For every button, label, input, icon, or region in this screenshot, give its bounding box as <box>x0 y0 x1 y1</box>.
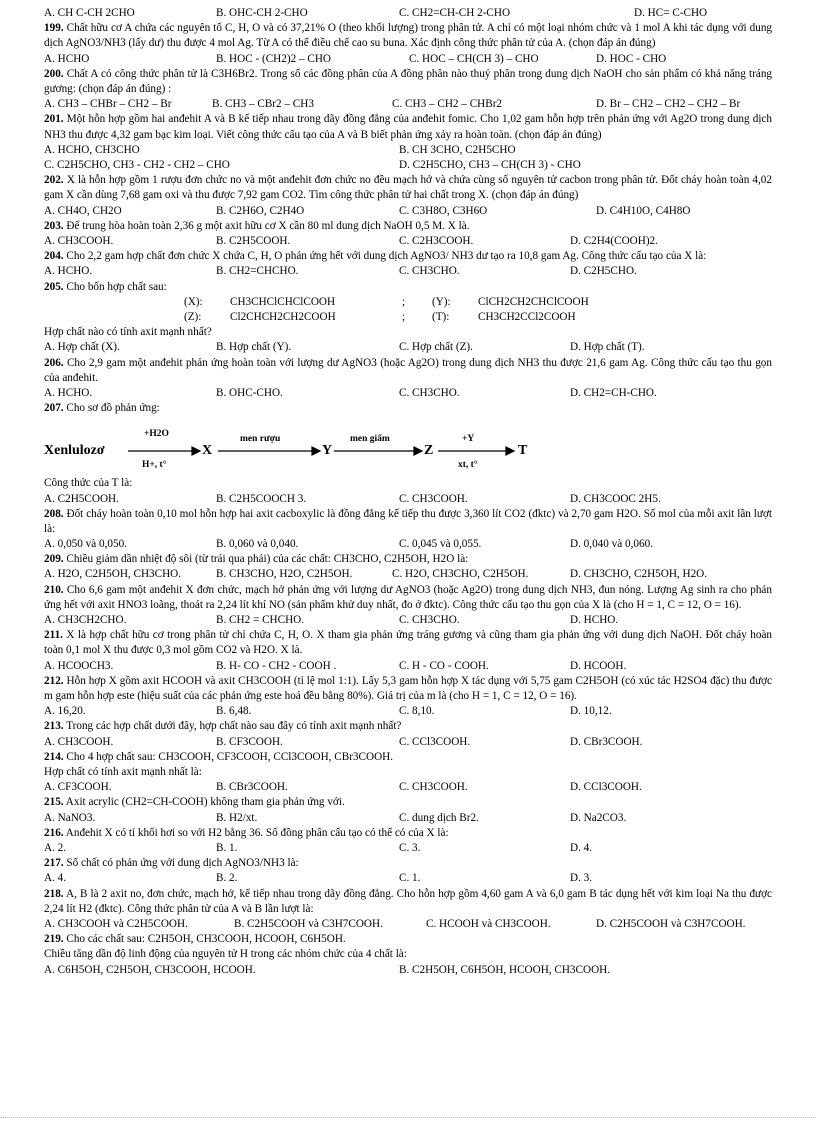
question-number: 209. <box>44 553 64 566</box>
arrow-1-head <box>192 447 200 455</box>
question-number: 213. <box>44 720 64 733</box>
option-a: A. CH3 – CHBr – CH2 – Br <box>44 98 172 111</box>
option-d: D. 3. <box>570 872 593 885</box>
question-prompt: Hợp chất nào có tính axit mạnh nhất? <box>44 326 212 339</box>
option-b: B. C2H5COOH. <box>216 234 291 247</box>
exam-page <box>44 6 772 978</box>
question-number: 206. <box>44 356 64 369</box>
compound-label: (T): <box>432 310 450 323</box>
option-c: C. 8,10. <box>399 705 435 718</box>
question-stem: Trong các hợp chất dưới đây, hợp chất nào sau đây có tính axit mạnh nhất? <box>66 720 402 733</box>
option-d: D. 0,040 và 0,060. <box>570 538 653 551</box>
option-c: C. CH3CHO. <box>399 386 460 399</box>
condition-above: men rượu <box>240 434 281 445</box>
compound-formula: CH3CH2CCl2COOH <box>478 310 576 323</box>
arrow-2-head <box>312 447 320 455</box>
question-208 <box>44 507 772 553</box>
scheme-node: X <box>202 443 213 459</box>
arrow-3-head <box>414 447 422 455</box>
separator: ; <box>402 310 406 323</box>
option-d: D. C4H10O, C4H8O <box>596 204 691 217</box>
option-d: D. Na2CO3. <box>570 811 627 824</box>
option-d: D. 4. <box>570 842 593 855</box>
option-c: C. dung dịch Br2. <box>399 811 479 824</box>
question-207 <box>44 401 772 507</box>
question-stem: Axit acrylic (CH2=CH-COOH) không tham gia phản ứng với. <box>65 796 345 809</box>
option-b: B. OHC-CH 2-CHO <box>216 7 308 19</box>
question-prompt: Chiều tăng dần độ linh động của nguyên tử H trong các nhóm chức của 4 chất là: <box>44 948 407 961</box>
option-d: D. C2H5CHO, CH3 – CH(CH 3) - CHO <box>399 158 581 171</box>
question-stem: Chất A có công thức phân tử là C3H6Br2. Trong số các đồng phân của A đồng phân nào thuỷ phân trong dung dịch NaOH cho sản phẩm có khả năng tráng gương: (chọn đáp án đúng) : <box>44 67 773 95</box>
question-209 <box>44 552 772 582</box>
option-a: A. CF3COOH. <box>44 781 112 794</box>
option-b: B. CBr3COOH. <box>216 781 288 794</box>
compound-formula: Cl2CHCH2CH2COOH <box>230 310 336 323</box>
question-212 <box>44 674 772 720</box>
compound-label: (Z): <box>184 310 202 323</box>
scheme-node: Xenlulozơ <box>44 443 105 459</box>
option-a: A. HCHO. <box>44 386 93 399</box>
option-c: C. 1. <box>399 872 421 885</box>
question-number: 216. <box>44 826 64 839</box>
compound-formula: CH3CHClCHClCOOH <box>230 295 336 308</box>
option-d: D. HCOOH. <box>570 659 627 672</box>
question-number: 218. <box>44 887 64 900</box>
option-b: B. CH3CHO, H2O, C2H5OH. <box>216 568 353 581</box>
question-stem: Cho bốn hợp chất sau: <box>66 280 167 293</box>
option-a: A. C2H5COOH. <box>44 492 119 505</box>
option-b: B. Hợp chất (Y). <box>216 341 292 354</box>
question-206 <box>44 356 772 402</box>
compound-row <box>44 310 772 325</box>
option-a: A. CH4O, CH2O <box>44 204 122 217</box>
option-c: C. H - CO - COOH. <box>399 659 489 672</box>
option-d: D. CH3COOC 2H5. <box>570 492 661 505</box>
question-stem: Cho các chất sau: C2H5OH, CH3COOH, HCOOH, C6H5OH. <box>66 933 346 946</box>
option-c: C. CH3CHO. <box>399 614 460 627</box>
option-a: A. HCOOCH3. <box>44 659 114 672</box>
option-c: C. CCl3COOH. <box>399 735 471 748</box>
scheme-node: Z <box>424 443 434 459</box>
question-202 <box>44 173 772 219</box>
question-201 <box>44 112 772 173</box>
question-stem: A, B là 2 axit no, đơn chức, mạch hở, kế tiếp nhau trong dãy đồng đẳng. Cho hỗn hợp gồm 4,60 gam A và 6,0 gam B tác dụng hết với kim loại Na thu được 2,24 lít H2 (đktc). Công thức phân tử của A và B lần lượt là: <box>44 887 772 915</box>
question-number: 203. <box>44 219 64 232</box>
option-a: A. CH3COOH. <box>44 735 114 748</box>
question-stem: Số chất có phản ứng với dung dịch AgNO3/NH3 là: <box>66 857 299 870</box>
option-b: B. 1. <box>216 842 238 855</box>
compound-label: (X): <box>184 295 203 308</box>
arrow-4-head <box>506 447 514 455</box>
option-a: A. 2. <box>44 842 67 855</box>
option-d: D. HCHO. <box>570 614 619 627</box>
question-stem: Cho 2,9 gam một anđehit phản ứng hoàn toàn với lượng dư AgNO3 (hoặc Ag2O) trong dung dịch NH3 thu được 21,6 gam Ag. Công thức cấu tạo thu gọn của anđehit. <box>44 356 772 384</box>
option-d: D. HC= C-CHO <box>634 7 708 19</box>
question-number: 199. <box>44 22 64 35</box>
option-a: A. CH C-CH 2CHO <box>44 7 135 19</box>
question-number: 219. <box>44 933 64 946</box>
question-stem: Chất hữu cơ A chứa các nguyên tố C, H, O và có 37,21% O (theo khối lượng) trong phân tử. A chỉ có một loại nhóm chức và 1 mol A khi tác dụng với dung dịch AgNO3/NH3 (lấy dư) thu được 4 mol Ag. Từ A có thể điều chế cao su buna. Xác định công thức phân tử của A. (chọn đáp án đúng) <box>44 22 773 50</box>
option-a: A. HCHO <box>44 52 90 65</box>
option-a: A. HCHO. <box>44 265 93 278</box>
question-215 <box>44 795 772 825</box>
option-b: B. CH2 = CHCHO. <box>216 614 305 627</box>
option-b: B. CF3COOH. <box>216 735 283 748</box>
compound-row <box>44 295 772 310</box>
option-d: D. CBr3COOH. <box>570 735 643 748</box>
option-b: B. 2. <box>216 872 238 885</box>
option-b: B. CH2=CHCHO. <box>216 265 299 278</box>
condition-below: H+, t° <box>142 460 167 471</box>
question-number: 212. <box>44 674 64 687</box>
question-prompt: Công thức của T là: <box>44 477 133 490</box>
option-c: C. CH2=CH-CH 2-CHO <box>399 7 511 19</box>
option-a: A. 4. <box>44 872 67 885</box>
option-c: C. CH3COOH. <box>399 492 468 505</box>
option-d: D. 10,12. <box>570 705 612 718</box>
question-number: 215. <box>44 796 64 809</box>
option-d: D. C2H5CHO. <box>570 265 637 278</box>
scheme-node: Y <box>322 443 333 459</box>
option-b: B. H2/xt. <box>216 811 258 824</box>
question-stem: Cho 4 hợp chất sau: CH3COOH, CF3COOH, CCl3COOH, CBr3COOH. <box>66 750 394 763</box>
question-216 <box>44 826 772 856</box>
option-a: A. 16,20. <box>44 705 86 718</box>
option-c: C. C2H3COOH. <box>399 234 474 247</box>
compound-formula: ClCH2CH2CHClCOOH <box>478 295 589 308</box>
question-number: 205. <box>44 280 64 293</box>
question-stem: X là hợp chất hữu cơ trong phân tử chỉ chứa C, H, O. X tham gia phản ứng tráng gương và cũng tham gia phản ứng với dung dịch NaOH. Đốt cháy hoàn toàn 0,1 mol X thu được 0,3 mol gồm CO2 và H2O. X là. <box>44 629 772 657</box>
option-b: B. CH3 – CBr2 – CH3 <box>212 98 314 111</box>
question-stem: Một hỗn hợp gồm hai anđehit A và B kế tiếp nhau trong dãy đồng đẳng của anđehit fomic. Cho 1,02 gam hỗn hợp trên phản ứng với Ag2O trong dung dịch NH3 thu được 4,32 gam bạc kim loại. Viết công thức cấu tạo của A và B biết phản ứng xảy ra hoàn toàn. (chọn đáp án đúng) <box>44 113 772 141</box>
option-c: C. Hợp chất (Z). <box>399 341 473 354</box>
question-213 <box>44 719 772 749</box>
option-d: D. C2H4(COOH)2. <box>570 234 658 247</box>
condition-below: xt, t° <box>458 460 478 471</box>
option-c: C. 3. <box>399 842 421 855</box>
scheme-node: T <box>518 443 528 459</box>
option-d: D. Hợp chất (T). <box>570 341 645 354</box>
question-211 <box>44 628 772 674</box>
question-number: 200. <box>44 67 64 80</box>
question-number: 210. <box>44 583 64 596</box>
option-b: B. HOC - (CH2)2 – CHO <box>216 52 331 65</box>
question-number: 208. <box>44 507 64 520</box>
question-stem: Anđehit X có tỉ khối hơi so với H2 bằng 36. Số đồng phân cấu tạo có thể có của X là: <box>65 826 449 839</box>
question-stem: Hỗn hợp X gồm axit HCOOH và axit CH3COOH (tỉ lệ mol 1:1). Lấy 5,3 gam hỗn hợp X tác dụng với 5,75 gam C2H5OH (có xúc tác H2SO4 đặc) thu được m gam hỗn hợp este (hiệu suất của các phản ứng este hoá đều bằng 80%). Giá trị của m là (cho H = 1, C = 12, O = 16). <box>44 674 773 703</box>
question-number: 201. <box>44 113 64 126</box>
question-218 <box>44 887 772 933</box>
option-d: D. HOC - CHO <box>596 52 667 65</box>
option-a: A. Hợp chất (X). <box>44 341 120 354</box>
question-number: 211. <box>44 629 63 642</box>
question-stem: X là hỗn hợp gồm 1 rượu đơn chức no và một anđehit đơn chức no đều mạch hở và chứa cùng số nguyên tử cacbon trong phân tử. Đốt cháy hoàn toàn 4,02 gam X cần dùng 7,68 gam oxi và thu được 7,92 gam CO2. Tìm công thức phân tử hai chất trong X. (chọn đáp án đúng) <box>44 174 772 202</box>
option-c: C. CH3CHO. <box>399 265 460 278</box>
question-205 <box>44 280 772 356</box>
question-stem: Đốt cháy hoàn toàn 0,10 mol hỗn hợp hai axit cacboxylic là đồng đẳng kế tiếp thu được 3,360 lít CO2 (đktc) và 2,70 gam H2O. Số mol của mỗi axit lần lượt là: <box>44 507 772 535</box>
option-c: C. HOC – CH(CH 3) – CHO <box>409 52 539 65</box>
question-stem: Cho sơ đồ phản ứng: <box>66 402 160 415</box>
question-number: 207. <box>44 402 64 415</box>
option-c: C. CH3 – CH2 – CHBr2 <box>392 98 503 111</box>
question-stem: Để trung hòa hoàn toàn 2,36 g một axit hữu cơ X cần 80 ml dung dịch NaOH 0,5 M. X là. <box>66 219 470 232</box>
option-b: B. 6,48. <box>216 705 252 718</box>
option-a: A. H2O, C2H5OH, CH3CHO. <box>44 568 182 581</box>
question-204 <box>44 249 772 279</box>
option-b: B. C2H6O, C2H4O <box>216 204 305 217</box>
question-number: 204. <box>44 250 64 263</box>
option-c: C. H2O, CH3CHO, C2H5OH. <box>392 568 529 581</box>
option-a: A. C6H5OH, C2H5OH, CH3COOH, HCOOH. <box>44 963 256 976</box>
option-b: B. C2H5COOCH 3. <box>216 492 307 505</box>
question-219 <box>44 932 772 978</box>
option-b: B. CH 3CHO, C2H5CHO <box>399 143 516 156</box>
option-d: D. C2H5COOH và C3H7COOH. <box>596 918 746 931</box>
question-stem: Cho 2,2 gam hợp chất đơn chức X chứa C, H, O phản ứng hết với dung dịch AgNO3/ NH3 dư tạo ra 10,8 gam Ag. Công thức cấu tạo của X là: <box>66 250 707 263</box>
option-a: A. HCHO, CH3CHO <box>44 143 140 156</box>
option-a: A. 0,050 và 0,050. <box>44 538 127 551</box>
condition-above: +Y <box>462 434 475 445</box>
option-a: A. NaNO3. <box>44 811 96 824</box>
option-b: B. H- CO - CH2 - COOH . <box>216 659 337 672</box>
condition-above: +H2O <box>144 429 169 440</box>
question-214 <box>44 750 772 796</box>
question-prompt: Hợp chất có tính axit mạnh nhất là: <box>44 766 202 779</box>
option-b: B. C2H5OH, C6H5OH, HCOOH, CH3COOH. <box>399 963 611 976</box>
option-a: A. CH3COOH và C2H5COOH. <box>44 918 188 931</box>
separator: ; <box>402 295 406 308</box>
option-c: C. 0,045 và 0,055. <box>399 538 482 551</box>
option-c: C. C3H8O, C3H6O <box>399 204 488 217</box>
option-d: D. Br – CH2 – CH2 – CH2 – Br <box>596 98 741 111</box>
option-d: D. CH3CHO, C2H5OH, H2O. <box>570 568 708 581</box>
question-stem: Chiều giảm dần nhiệt độ sôi (từ trái qua phải) của các chất: CH3CHO, C2H5OH, H2O là: <box>66 553 469 566</box>
option-c: C. C2H5CHO, CH3 - CH2 - CH2 – CHO <box>44 158 230 171</box>
option-c: C. CH3COOH. <box>399 781 468 794</box>
reaction-scheme <box>44 418 772 476</box>
option-c: C. HCOOH và CH3COOH. <box>426 918 551 931</box>
compound-label: (Y): <box>432 295 451 308</box>
question-210 <box>44 583 772 629</box>
question-number: 217. <box>44 857 64 870</box>
question-stem: Cho 6,6 gam một anđehit X đơn chức, mạch hở phản ứng với lượng dư AgNO3 (hoặc Ag2O) trong dung dịch NH3, đun nóng. Lượng Ag sinh ra cho phản ứng hết với axit HNO3 loãng, thoát ra 2,24 lít khí NO (sản phẩm khử duy nhất, đo ở đktc). Công thức cấu tạo thu gọn của X là (cho H = 1, C = 12, O = 16). <box>44 583 772 611</box>
page-footer-rule <box>0 1117 816 1118</box>
option-a: A. CH3CH2CHO. <box>44 614 127 627</box>
question-199 <box>44 21 772 67</box>
option-b: B. OHC-CHO. <box>216 386 283 399</box>
question-217 <box>44 856 772 886</box>
option-b: B. C2H5COOH và C3H7COOH. <box>234 918 383 931</box>
question-200 <box>44 67 772 113</box>
question-number: 202. <box>44 174 64 187</box>
condition-above: men giấm <box>350 434 390 445</box>
option-a: A. CH3COOH. <box>44 234 114 247</box>
top-options <box>44 6 772 21</box>
question-203 <box>44 219 772 249</box>
option-d: D. CCl3COOH. <box>570 781 642 794</box>
question-number: 214. <box>44 750 64 763</box>
option-d: D. CH2=CH-CHO. <box>570 386 657 399</box>
option-b: B. 0,060 và 0,040. <box>216 538 299 551</box>
